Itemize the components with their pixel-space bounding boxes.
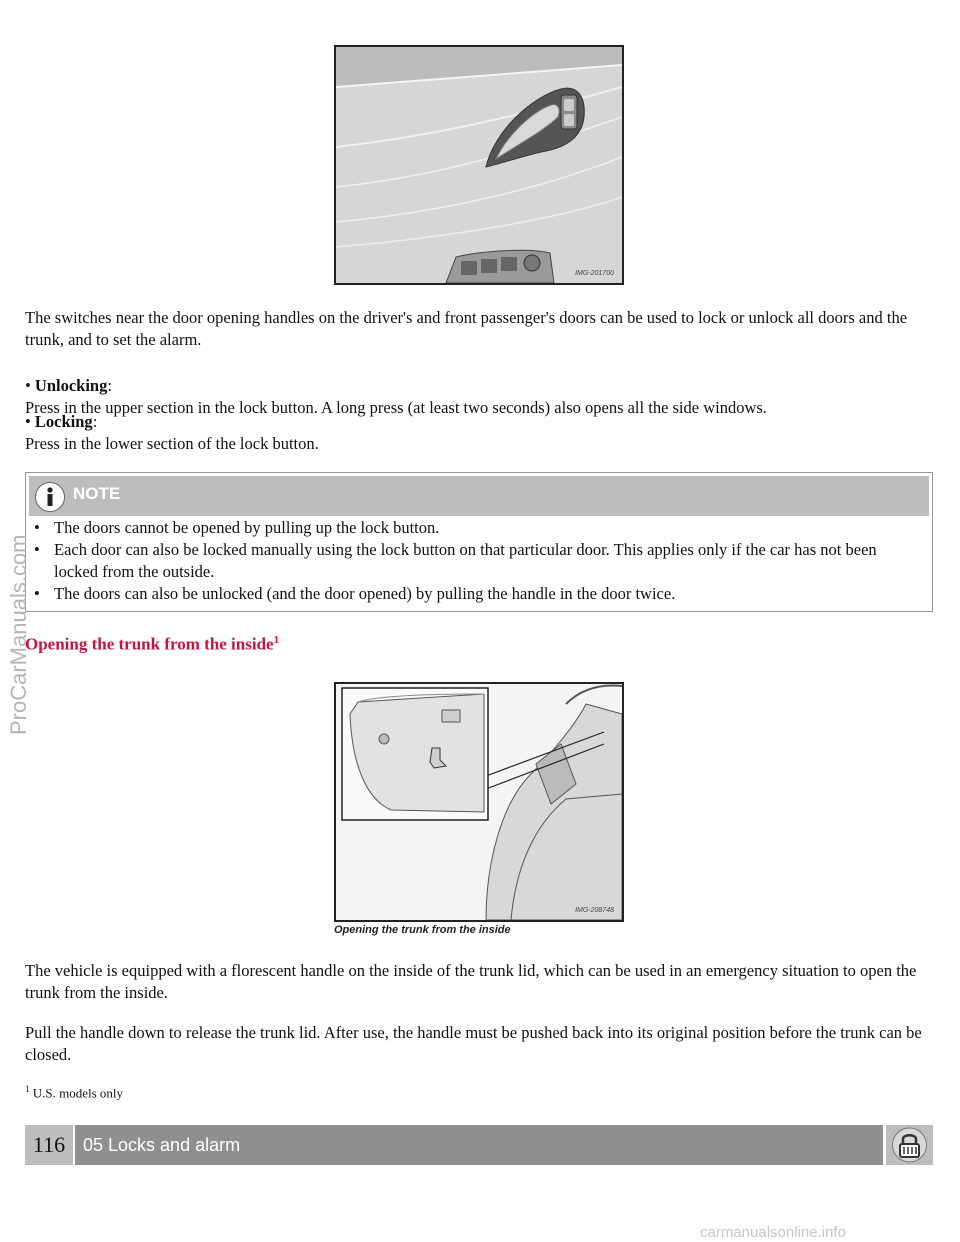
door-switch-illustration [334, 45, 624, 285]
intro-paragraph: The switches near the door opening handles on the driver's and front passenger's doors can be used to lock or unlock all doors and the trunk, and to set the alarm. [25, 308, 908, 349]
note-item: • The doors can also be unlocked (and the door opened) by pulling the handle in the door twice. [32, 583, 922, 605]
bullet-dot: • [25, 376, 35, 395]
note-box [25, 472, 933, 612]
page-footer [25, 1125, 933, 1165]
trunk-illustration [334, 682, 624, 922]
paragraph-florescent-handle: The vehicle is equipped with a florescent handle on the inside of the trunk lid, which can be used in an emergency situation to open the trunk from the inside. [25, 961, 917, 1002]
note-title: NOTE [73, 484, 121, 503]
footnote-mark: 1 [25, 1084, 30, 1094]
section-heading [25, 634, 279, 655]
note-header [29, 476, 929, 516]
footnote-reference: 1 [273, 634, 280, 646]
door-handle-drawing [336, 47, 622, 283]
bullet-term-sep: : [107, 376, 112, 395]
image-code: IMG-208748 [575, 907, 614, 914]
note-item: • The doors cannot be opened by pulling up the lock button. [32, 517, 922, 539]
footnote [25, 1084, 123, 1101]
bullet-term: Locking [34, 412, 93, 431]
section-title: Opening the trunk from the inside [25, 634, 274, 654]
side-watermark: ProCarManuals.com [6, 534, 31, 735]
bullet-locking-text: Press in the lower section of the lock button. [25, 434, 319, 453]
figure-caption: Opening the trunk from the inside [334, 924, 511, 936]
info-icon [35, 482, 65, 512]
bottom-watermark: carmanualsonline.info [700, 1224, 846, 1241]
bullet-locking [25, 411, 97, 433]
bullet-unlocking-text: Press in the upper section in the lock button. A long press (at least two seconds) also opens all the side windows. [25, 398, 767, 417]
footnote-text: U.S. models only [32, 1085, 124, 1101]
note-list [32, 517, 922, 605]
padlock-icon [886, 1125, 933, 1165]
page-number: 116 [25, 1125, 73, 1165]
chapter-title: 05 Locks and alarm [75, 1125, 883, 1165]
bullet-unlocking [25, 375, 112, 397]
bullet-term: Unlocking [34, 376, 108, 395]
trunk-drawing [336, 684, 622, 920]
image-code: IMG-201700 [575, 270, 614, 277]
note-item: • Each door can also be locked manually using the lock button on that particular door. This applies only if the car has not been locked from the outside. [32, 539, 922, 583]
paragraph-pull-handle: Pull the handle down to release the trunk lid. After use, the handle must be pushed back into its original position before the trunk can be closed. [25, 1023, 922, 1064]
bullet-dot: • [25, 412, 35, 431]
bullet-term-sep: : [92, 412, 98, 431]
